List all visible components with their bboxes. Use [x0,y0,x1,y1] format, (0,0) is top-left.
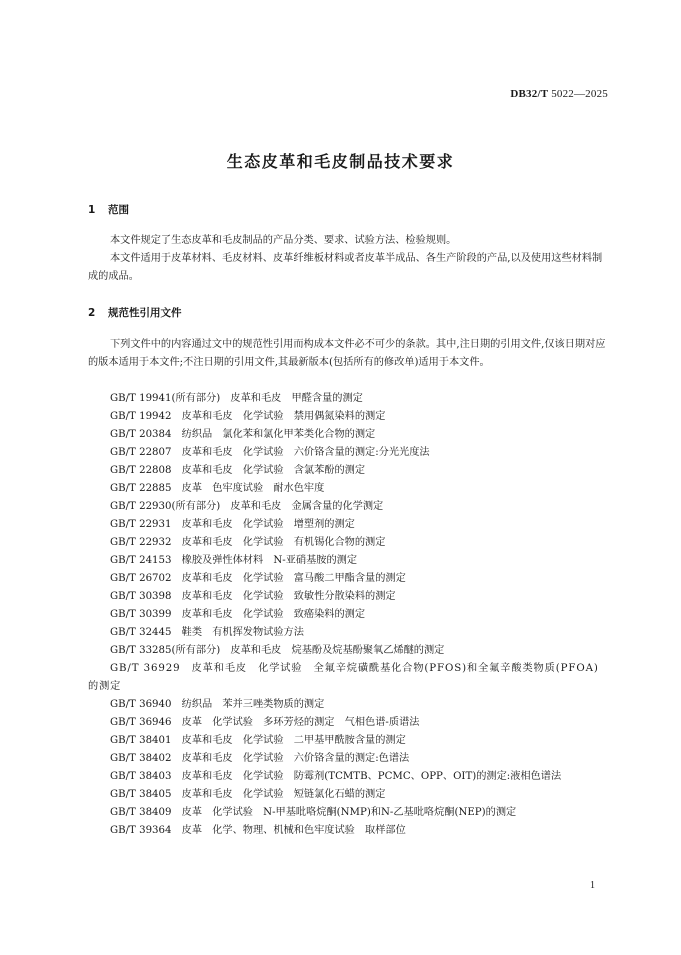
reference-item: GB/T 22807 皮革和毛皮 化学试验 六价铬含量的测定:分光光度法 [110,447,430,458]
page-title: 生态皮革和毛皮制品技术要求 [226,152,455,171]
reference-list [88,390,608,840]
reference-item: GB/T 20384 纺织品 氯化苯和氯化甲苯类化合物的测定 [110,429,376,440]
section-title: 范围 [108,204,129,216]
reference-item: GB/T 38409 皮革 化学试验 N-甲基吡咯烷酮(NMP)和N-乙基吡咯烷酮(NEP)的测定 [110,807,517,818]
reference-item: GB/T 22885 皮革 色牢度试验 耐水色牢度 [110,483,325,494]
document-code-prefix: DB32/T [510,88,549,100]
document-code-number: 5022—2025 [551,88,608,100]
reference-item: GB/T 22932 皮革和毛皮 化学试验 有机锡化合物的测定 [110,537,386,548]
section-number: 1 [88,204,96,216]
reference-item: GB/T 33285(所有部分) 皮革和毛皮 烷基酚及烷基酚聚氧乙烯醚的测定 [110,645,445,656]
page-number: 1 [590,880,595,891]
reference-item: GB/T 19942 皮革和毛皮 化学试验 禁用偶氮染料的测定 [110,411,386,422]
paragraph: 本文件适用于皮革材料、毛皮材料、皮革纤维板材料或者皮革半成品、各生产阶段的产品,以及使用这些材料制成的成品。 [88,253,603,282]
reference-item: GB/T 32445 鞋类 有机挥发物试验方法 [110,627,304,638]
reference-item: GB/T 22931 皮革和毛皮 化学试验 增塑剂的测定 [110,519,355,530]
reference-item: GB/T 38405 皮革和毛皮 化学试验 短链氯化石蜡的测定 [110,789,386,800]
reference-item: GB/T 38401 皮革和毛皮 化学试验 二甲基甲酰胺含量的测定 [110,735,406,746]
section-heading-scope [88,202,129,217]
reference-item: GB/T 38403 皮革和毛皮 化学试验 防霉剂(TCMTB、PCMC、OPP、OIT)的测定:液相色谱法 [110,771,562,782]
section-number: 2 [88,307,96,319]
reference-item: GB/T 22930(所有部分) 皮革和毛皮 金属含量的化学测定 [110,501,384,512]
reference-item: GB/T 36946 皮革 化学试验 多环芳烃的测定 气相色谱-质谱法 [110,717,420,728]
reference-item: GB/T 24153 橡胶及弹性体材料 N-亚硝基胺的测定 [110,555,358,566]
reference-item: GB/T 30398 皮革和毛皮 化学试验 致敏性分散染料的测定 [110,591,396,602]
reference-item: GB/T 30399 皮革和毛皮 化学试验 致癌染料的测定 [110,609,366,620]
reference-item: GB/T 22808 皮革和毛皮 化学试验 含氯苯酚的测定 [110,465,366,476]
reference-item: GB/T 38402 皮革和毛皮 化学试验 六价铬含量的测定:色谱法 [110,753,410,764]
paragraph: 本文件规定了生态皮革和毛皮制品的产品分类、要求、试验方法、检验规则。 [110,235,457,246]
reference-item: GB/T 19941(所有部分) 皮革和毛皮 甲醛含量的测定 [110,393,363,404]
reference-item: GB/T 36940 纺织品 苯并三唑类物质的测定 [110,699,325,710]
section-heading-normative-references [88,305,182,320]
document-code [510,88,608,100]
reference-item: GB/T 39364 皮革 化学、物理、机械和色牢度试验 取样部位 [110,825,406,836]
reference-item: GB/T 36929 皮革和毛皮 化学试验 全氟辛烷磺酰基化合物(PFOS)和全氟辛酸类物质(PFOA)的测定 [88,663,599,692]
paragraph: 下列文件中的内容通过文中的规范性引用而构成本文件必不可少的条款。其中,注日期的引用文件,仅该日期对应的版本适用于本文件;不注日期的引用文件,其最新版本(包括所有的修改单)适用于本文件。 [88,339,606,368]
reference-item: GB/T 26702 皮革和毛皮 化学试验 富马酸二甲酯含量的测定 [110,573,406,584]
section-title: 规范性引用文件 [108,307,182,319]
